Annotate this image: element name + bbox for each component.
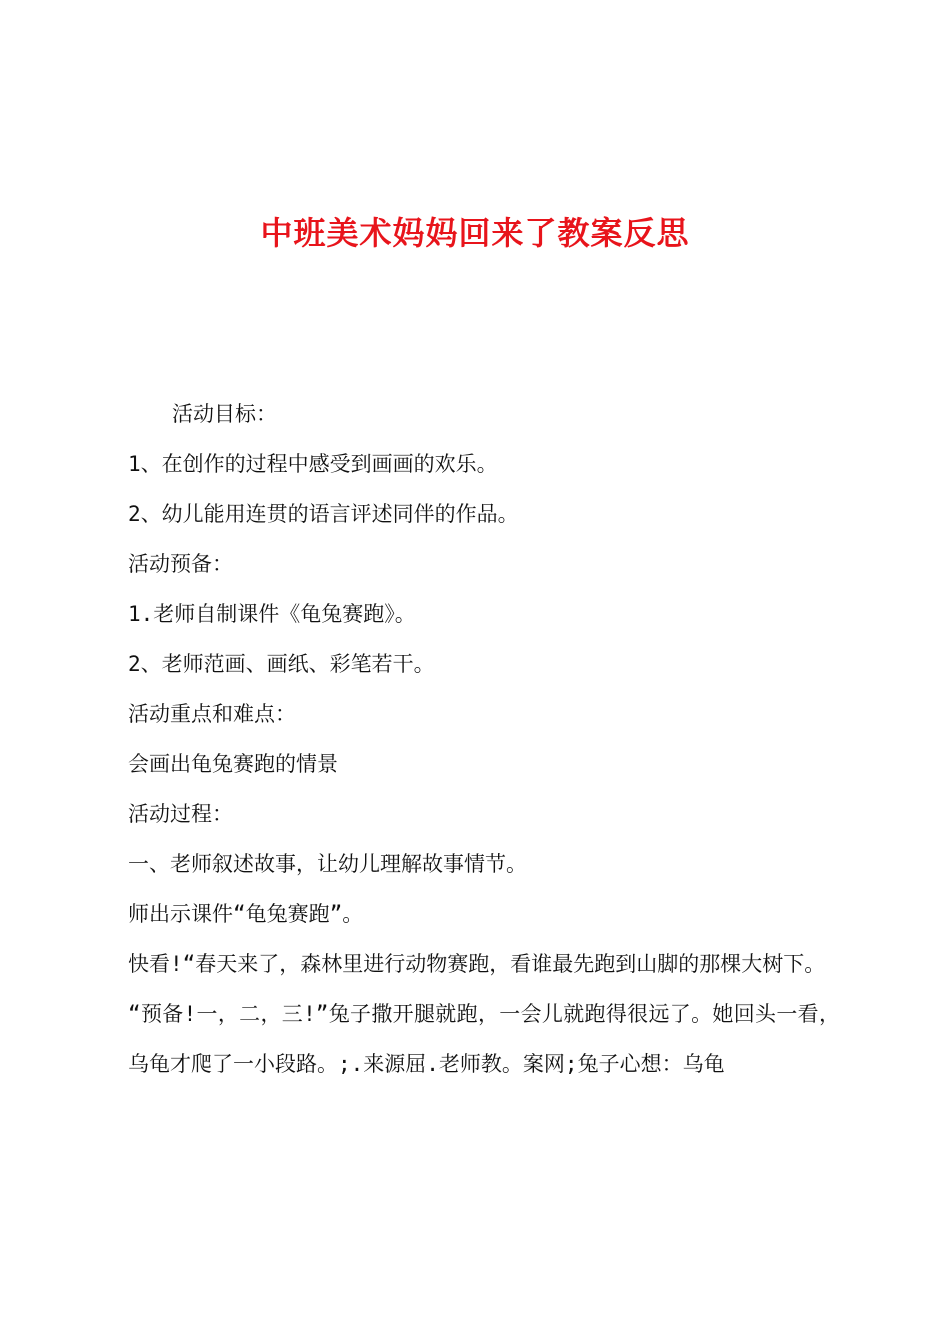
key-point-text: 会画出龟兔赛跑的情景 bbox=[128, 752, 338, 776]
section-heading-activity-goals: 活动目标： bbox=[172, 402, 277, 426]
goal-item-1: 1、在创作的过程中感受到画画的欢乐。 bbox=[128, 452, 498, 476]
preparation-item-2: 2、老师范画、画纸、彩笔若干。 bbox=[128, 652, 435, 676]
process-step-1: 一、老师叙述故事，让幼儿理解故事情节。 bbox=[128, 852, 527, 876]
preparation-item-1: 1.老师自制课件《龟兔赛跑》。 bbox=[128, 602, 416, 626]
story-paragraph-2: “预备!一，二，三!”兔子撒开腿就跑，一会儿就跑得很远了。她回头一看，乌龟才爬了一小段路。;.来源屈.老师教。案网;兔子心想：乌龟 bbox=[128, 1002, 840, 1076]
goal-item-2: 2、幼儿能用连贯的语言评述同伴的作品。 bbox=[128, 502, 519, 526]
document-title: 中班美术妈妈回来了教案反思 bbox=[260, 214, 690, 252]
section-heading-process: 活动过程： bbox=[128, 802, 233, 826]
document-body bbox=[128, 389, 840, 1089]
section-heading-preparation: 活动预备： bbox=[128, 552, 233, 576]
process-paragraph: 师出示课件“龟兔赛跑”。 bbox=[128, 902, 364, 926]
section-heading-key-points: 活动重点和难点： bbox=[128, 702, 296, 726]
story-paragraph-1: 快看!“春天来了，森林里进行动物赛跑，看谁最先跑到山脚的那棵大树下。 bbox=[128, 952, 826, 976]
